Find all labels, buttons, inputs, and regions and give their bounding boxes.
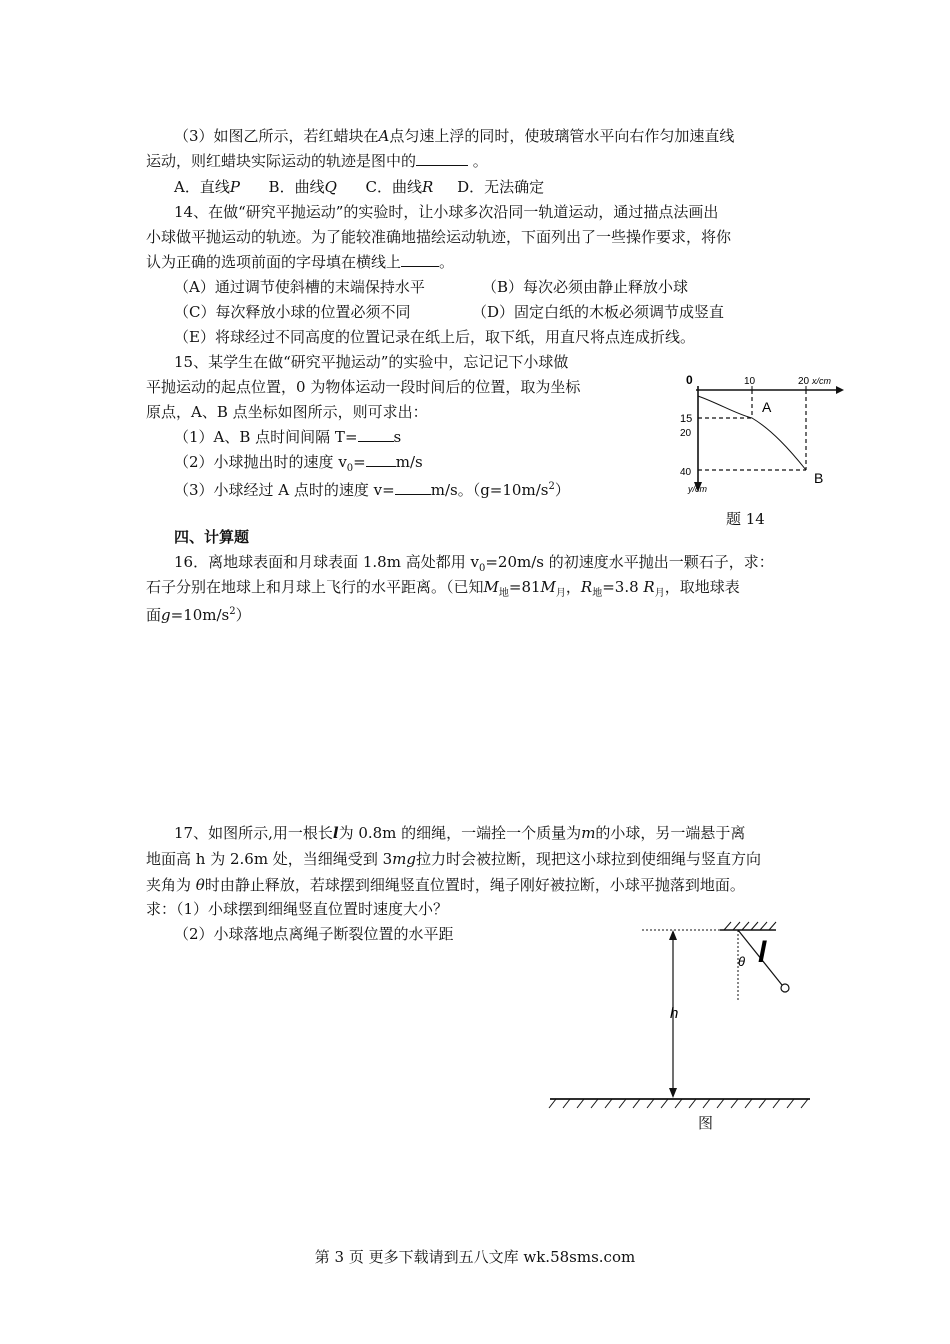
q15-blank-v0[interactable] [366,452,396,467]
x-axis-arrow [836,386,844,394]
y-axis-label: y/cm [688,484,707,494]
q16-line3: 面$g=10m/s^2$） [146,606,251,624]
figure17-caption: 图 [698,1114,714,1132]
y-tick-15: 15 [680,413,693,425]
q15-line3: 原点，A、B 点坐标如图所示，则可求出： [146,403,428,421]
q17-line3: 夹角为 θ时由静止释放，若球摆到细绳竖直位置时，绳子刚好被拉断，小球平抛落到地面。 [146,876,745,894]
q15-sub1: （1）A、B 点时间间隔 T= s [174,428,402,446]
point-b-label: B [814,470,824,486]
q14-option-b: （B）每次必须由静止释放小球 [482,278,689,296]
section-heading: 四、计算题 [174,528,250,546]
q15-blank-va[interactable] [395,480,431,495]
q14-option-a: （A）通过调节使斜槽的末端保持水平 [174,278,425,296]
q17-line2: 地面高 h 为 2.6m 处，当细绳受到 3mg拉力时会被拉断，现把这小球拉到使细绳与竖直方向 [146,850,761,868]
label-theta: θ [738,954,746,969]
ball [781,984,789,992]
point-a-label: A [762,399,772,415]
q15-sub2: （2）小球抛出时的速度 $v_0= m/s$ [174,453,423,474]
q13-answer-blank[interactable] [416,151,468,166]
height-arrow-bottom [669,1088,677,1098]
x-axis-label: x/cm [812,376,831,386]
page-footer: 第 3 页 更多下载请到五八文库 wk.58sms.com [314,1248,636,1266]
q17-line1: 17、如图所示,用一根长l为 0.8m 的细绳，一端拴一个质量为m的小球，另一端悬于离 [174,824,746,842]
height-arrow-top [669,930,677,940]
q14-line1: 14、在做“研究平抛运动”的实验时，让小球多次沿同一轨道运动，通过描点法画出 [174,203,719,221]
label-l: l [758,936,767,969]
pendulum-diagram [540,910,820,1110]
q14-option-e: （E）将球经过不同高度的位置记录在纸上后，取下纸，用直尺将点连成折线。 [174,328,695,346]
q14-line3: 认为正确的选项前面的字母填在横线上 。 [146,253,455,271]
x-tick-20: 20 [798,376,810,387]
y-tick-20: 20 [680,428,692,439]
q14-answer-blank[interactable] [401,252,439,267]
q14-option-d: （D）固定白纸的木板必须调节成竖直 [472,303,725,321]
origin-label: 0 [686,373,693,387]
ground-hatch [549,1099,808,1108]
trajectory-graph [660,360,860,500]
q16-line1: 16．离地球表面和月球表面 1.8m 高处都用 $v_0=20m/s$ 的初速度水平抛出一颗石子，求： [174,553,774,574]
q13-line1: （3）如图乙所示，若红蜡块在A点匀速上浮的同时，使玻璃管水平向右作匀加速直线 [174,127,735,145]
q14-option-c: （C）每次释放小球的位置必须不同 [174,303,411,321]
q15-line2: 平抛运动的起点位置，0 为物体运动一段时间后的位置，取为坐标 [146,378,581,396]
y-tick-40: 40 [680,467,692,478]
q16-line2: 石子分别在地球上和月球上飞行的水平距离。（已知$M_地=81M_月$，$R_地=3.8$ $R_月$，取地球表 [146,578,740,599]
ceiling-hatch [724,922,776,930]
q17-line4: 求：（1）小球摆到细绳竖直位置时速度大小？ [146,900,449,918]
q15-line1: 15、某学生在做“研究平抛运动”的实验中，忘记记下小球做 [174,353,569,371]
q13-options: A．直线P B．曲线Q C．曲线R D．无法确定 [174,178,545,196]
x-tick-10: 10 [744,376,756,387]
figure14-caption: 题 14 [726,510,765,528]
q14-line2: 小球做平抛运动的轨迹。为了能较准确地描绘运动轨迹，下面列出了一些操作要求，将你 [146,228,732,246]
q15-sub3: （3）小球经过 A 点时的速度 v= m/s。$(g=10m/s^2)$ [174,481,570,499]
q15-blank-t[interactable] [358,427,394,442]
label-h: h [670,1005,679,1022]
q13-line2: 运动，则红蜡块实际运动的轨迹是图中的 。 [146,152,488,170]
q17-line5: （2）小球落地点离绳子断裂位置的水平距 [174,925,454,943]
